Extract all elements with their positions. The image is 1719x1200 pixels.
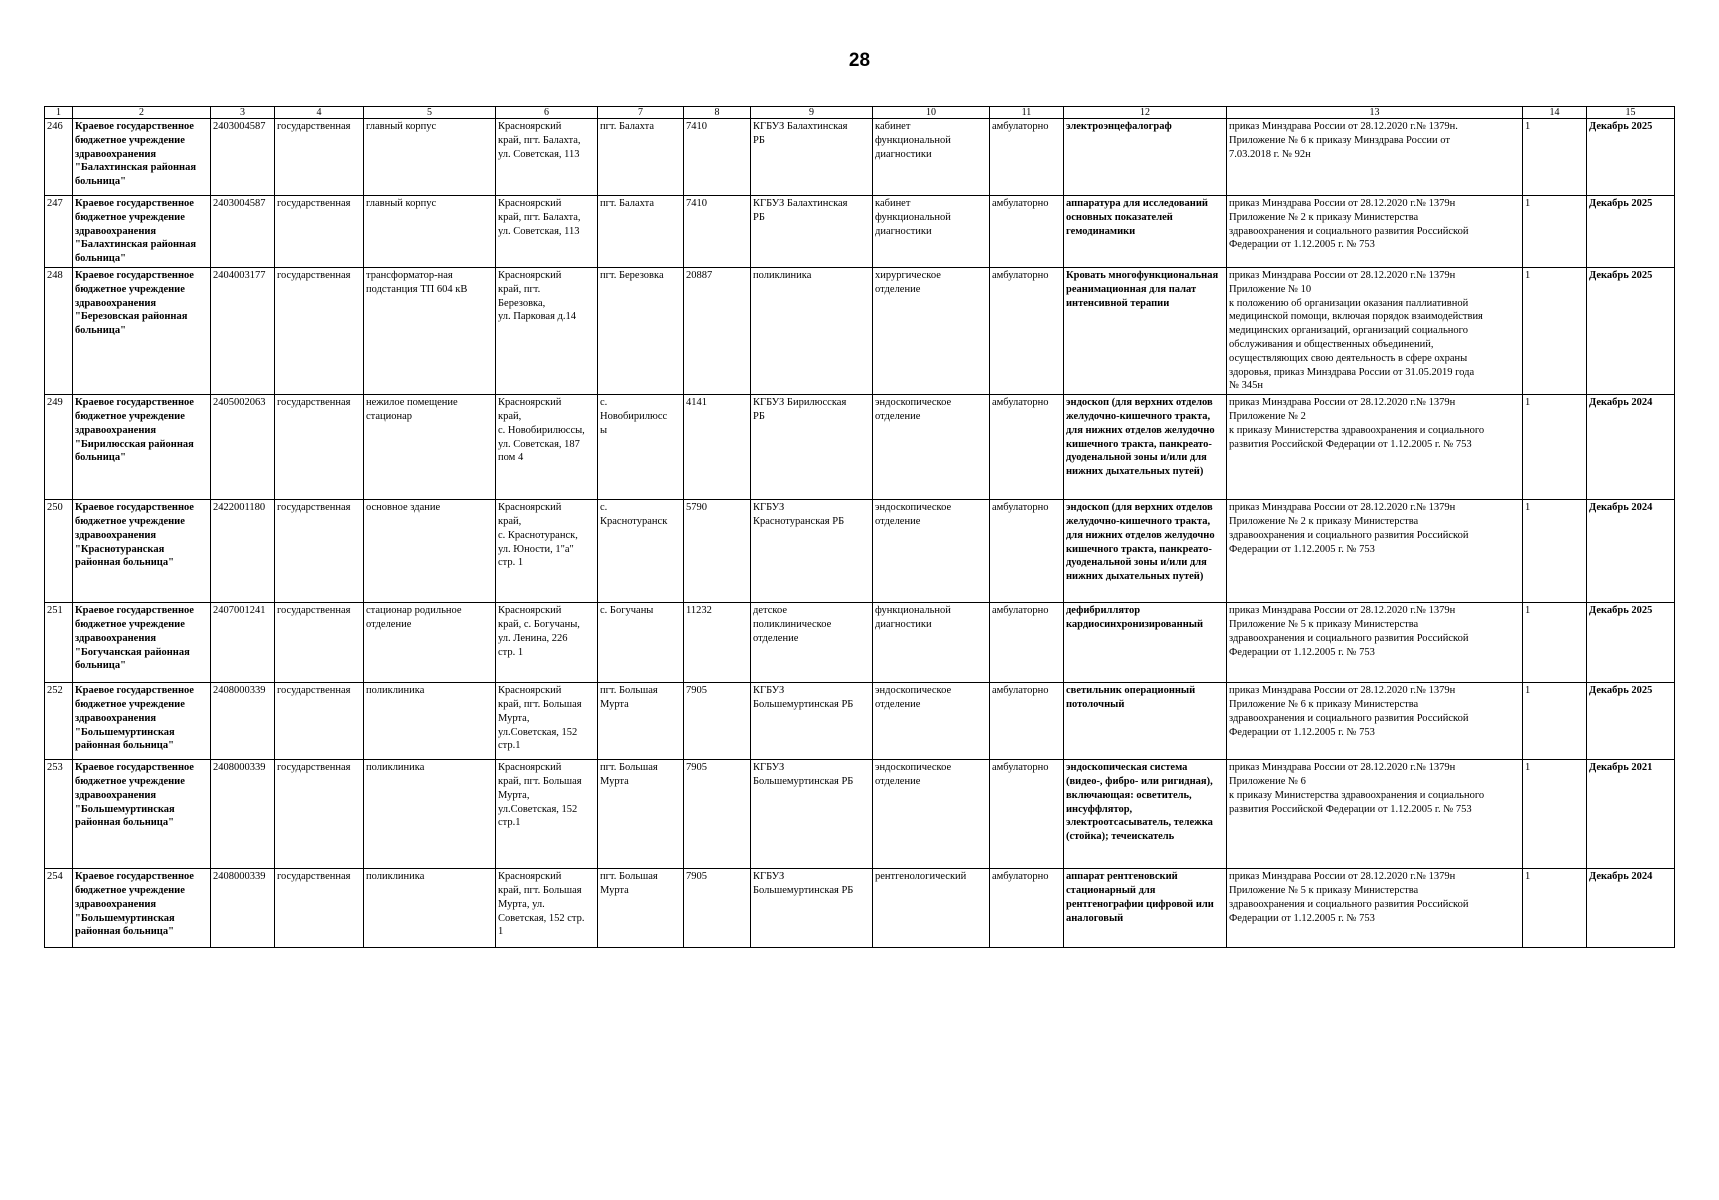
delivery-date-cell: [1587, 395, 1675, 500]
care-type-cell: [990, 603, 1064, 683]
column-number-row: [45, 107, 1675, 119]
ownership-form-cell: [275, 603, 364, 683]
equipment-name: дефибриллятор кардиосинхронизированный: [1066, 605, 1204, 630]
equipment-name-cell: [1064, 196, 1227, 268]
quantity-cell: [1523, 395, 1587, 500]
population: 5790: [686, 502, 707, 514]
quantity: 1: [1525, 198, 1531, 209]
equipment-name-cell: [1064, 603, 1227, 683]
page-number: 28: [848, 50, 871, 71]
legal-basis-cell: [1227, 683, 1523, 760]
equipment-name-cell: [1064, 683, 1227, 760]
population: 7410: [686, 121, 707, 132]
row-number-cell: [45, 196, 73, 268]
inn-code-cell: [211, 267, 275, 394]
subdivision-cell: [751, 869, 873, 948]
quantity: 1: [1525, 685, 1531, 697]
legal-basis-cell: [1227, 395, 1523, 500]
inn-code: 2404003177: [213, 269, 266, 281]
address-cell: [496, 760, 598, 869]
address: Красноярский край, с. Новобирилюссы, ул. Советская, 187 пом 4: [498, 397, 585, 464]
address: Красноярский край, пгт. Березовка, ул. Парковая д.14: [498, 269, 576, 323]
organization-name: Краевое государственное бюджетное учреждение здравоохранения "Бирилюсская районная больница": [75, 397, 194, 464]
care-type: амбулаторно: [992, 198, 1049, 209]
delivery-date-cell: [1587, 119, 1675, 196]
population-cell: [684, 683, 751, 760]
delivery-date: Декабрь 2025: [1589, 605, 1653, 617]
quantity: 1: [1525, 269, 1531, 281]
building-name: трансформатор-ная подстанция ТП 604 кВ: [366, 269, 468, 295]
care-type-cell: [990, 683, 1064, 760]
delivery-date-cell: [1587, 603, 1675, 683]
legal-basis-cell: [1227, 196, 1523, 268]
delivery-date-cell: [1587, 196, 1675, 268]
inn-code: 2422001180: [213, 502, 266, 514]
subdivision: КГБУЗ Большемуртинская РБ: [753, 762, 854, 787]
equipment-name-cell: [1064, 760, 1227, 869]
subdivision: КГБУЗ Балахтинская РБ: [753, 121, 848, 146]
ownership-form: государственная: [277, 121, 351, 132]
department-cell: [873, 869, 990, 948]
column-header-15: 15: [1587, 107, 1675, 119]
locality: с. Новобирилюсс ы: [600, 397, 668, 436]
row-number-cell: [45, 869, 73, 948]
legal-basis: приказ Минздрава России от 28.12.2020 г.№ 1379н Приложение № 5 к приказу Министерства здравоохранения и социального развития Российской Федерации от 1.12.2005 г. № 753: [1229, 605, 1469, 658]
equipment-name: светильник операционный потолочный: [1066, 685, 1196, 710]
building-name-cell: [364, 869, 496, 948]
row-number-cell: [45, 760, 73, 869]
legal-basis: приказ Минздрава России от 28.12.2020 г.№ 1379н Приложение № 10 к положению об организации оказания паллиативной медицинской помощи, включая порядок взаимодействия медицинских организаций, организаций социального обслуживания и общественных объединений, осуществляющих свою деятельность в сфере охраны здоровья, приказ Минздрава России от 31.05.2019 года № 345н: [1229, 269, 1483, 392]
subdivision-cell: [751, 603, 873, 683]
ownership-form-cell: [275, 395, 364, 500]
row-number-cell: [45, 603, 73, 683]
quantity-cell: [1523, 683, 1587, 760]
organization-name-cell: [73, 760, 211, 869]
row-number-cell: [45, 395, 73, 500]
locality-cell: [598, 119, 684, 196]
organization-name-cell: [73, 119, 211, 196]
delivery-date-cell: [1587, 760, 1675, 869]
organization-name: Краевое государственное бюджетное учреждение здравоохранения "Балахтинская районная больница": [75, 198, 197, 265]
care-type: амбулаторно: [992, 605, 1049, 617]
column-header-11: 11: [990, 107, 1064, 119]
department: кабинет функциональной диагностики: [875, 121, 951, 160]
care-type-cell: [990, 395, 1064, 500]
inn-code-cell: [211, 603, 275, 683]
quantity-cell: [1523, 760, 1587, 869]
address: Красноярский край, пгт. Большая Мурта, ул.Советская, 152 стр.1: [498, 685, 582, 752]
population-cell: [684, 760, 751, 869]
population-cell: [684, 196, 751, 268]
population-cell: [684, 267, 751, 394]
locality-cell: [598, 395, 684, 500]
organization-name-cell: [73, 500, 211, 603]
address: Красноярский край, пгт. Балахта, ул. Советская, 113: [498, 121, 581, 160]
population-cell: [684, 603, 751, 683]
column-header-13: 13: [1227, 107, 1523, 119]
table-row: [45, 196, 1675, 268]
ownership-form-cell: [275, 869, 364, 948]
building-name-cell: [364, 196, 496, 268]
inn-code: 2403004587: [213, 198, 266, 209]
row-number-cell: [45, 119, 73, 196]
locality: пгт. Березовка: [600, 269, 664, 281]
care-type: амбулаторно: [992, 502, 1049, 514]
organization-name: Краевое государственное бюджетное учреждение здравоохранения "Краснотуранская районная больница": [75, 502, 194, 569]
department: хирургическое отделение: [875, 269, 941, 295]
subdivision-cell: [751, 760, 873, 869]
equipment-name: аппарат рентгеновский стационарный для рентгенографии цифровой или аналоговый: [1066, 871, 1214, 924]
equipment-name-cell: [1064, 119, 1227, 196]
address-cell: [496, 395, 598, 500]
building-name: главный корпус: [366, 198, 437, 209]
building-name: стационар родильное отделение: [366, 605, 462, 630]
delivery-date: Декабрь 2024: [1589, 502, 1653, 514]
equipment-name-cell: [1064, 500, 1227, 603]
locality-cell: [598, 869, 684, 948]
quantity-cell: [1523, 603, 1587, 683]
care-type: амбулаторно: [992, 685, 1049, 697]
equipment-name-cell: [1064, 395, 1227, 500]
inn-code-cell: [211, 196, 275, 268]
subdivision: КГБУЗ Краснотуранская РБ: [753, 502, 845, 527]
locality: пгт. Балахта: [600, 198, 655, 209]
row-number-cell: [45, 683, 73, 760]
locality: пгт. Большая Мурта: [600, 871, 658, 896]
address-cell: [496, 119, 598, 196]
row-number: 253: [47, 762, 63, 774]
care-type: амбулаторно: [992, 269, 1049, 281]
legal-basis-cell: [1227, 267, 1523, 394]
legal-basis: приказ Минздрава России от 28.12.2020 г.№ 1379н Приложение № 5 к приказу Министерства здравоохранения и социального развития Российской Федерации от 1.12.2005 г. № 753: [1229, 871, 1469, 924]
care-type-cell: [990, 500, 1064, 603]
ownership-form: государственная: [277, 762, 351, 774]
care-type-cell: [990, 869, 1064, 948]
column-header-5: 5: [364, 107, 496, 119]
row-number: 246: [47, 121, 63, 132]
subdivision-cell: [751, 500, 873, 603]
delivery-date: Декабрь 2024: [1589, 871, 1653, 883]
quantity: 1: [1525, 762, 1531, 774]
column-header-7: 7: [598, 107, 684, 119]
equipment-register-table: [44, 106, 1675, 948]
column-header-14: 14: [1523, 107, 1587, 119]
building-name: основное здание: [366, 502, 441, 514]
row-number: 250: [47, 502, 63, 514]
care-type: амбулаторно: [992, 762, 1049, 774]
quantity-cell: [1523, 119, 1587, 196]
ownership-form-cell: [275, 267, 364, 394]
department-cell: [873, 760, 990, 869]
column-header-12: 12: [1064, 107, 1227, 119]
ownership-form-cell: [275, 196, 364, 268]
legal-basis-cell: [1227, 869, 1523, 948]
department-cell: [873, 603, 990, 683]
quantity: 1: [1525, 121, 1531, 132]
column-header-10: 10: [873, 107, 990, 119]
building-name-cell: [364, 603, 496, 683]
building-name-cell: [364, 119, 496, 196]
column-header-8: 8: [684, 107, 751, 119]
organization-name-cell: [73, 683, 211, 760]
population-cell: [684, 395, 751, 500]
table-row: [45, 500, 1675, 603]
legal-basis: приказ Минздрава России от 28.12.2020 г.№ 1379н Приложение № 6 к приказу Министерства здравоохранения и социального развития Российской Федерации от 1.12.2005 г. № 753: [1229, 685, 1469, 738]
department-cell: [873, 500, 990, 603]
inn-code-cell: [211, 500, 275, 603]
care-type-cell: [990, 119, 1064, 196]
row-number: 252: [47, 685, 63, 697]
organization-name: Краевое государственное бюджетное учреждение здравоохранения "Богучанская районная больница": [75, 605, 194, 672]
building-name: главный корпус: [366, 121, 437, 132]
locality: с. Краснотуранск: [600, 502, 668, 527]
delivery-date: Декабрь 2024: [1589, 397, 1653, 409]
column-header-2: 2: [73, 107, 211, 119]
organization-name-cell: [73, 869, 211, 948]
column-header-9: 9: [751, 107, 873, 119]
address-cell: [496, 683, 598, 760]
department: эндоскопическое отделение: [875, 502, 952, 527]
inn-code: 2405002063: [213, 397, 266, 409]
department: эндоскопическое отделение: [875, 685, 952, 710]
table-row: [45, 603, 1675, 683]
subdivision: КГБУЗ Бирилюсская РБ: [753, 397, 847, 422]
organization-name: Краевое государственное бюджетное учреждение здравоохранения "Березовская районная больница": [75, 269, 194, 337]
delivery-date-cell: [1587, 267, 1675, 394]
row-number: 254: [47, 871, 63, 883]
inn-code: 2408000339: [213, 762, 266, 774]
population: 7905: [686, 685, 707, 697]
quantity-cell: [1523, 500, 1587, 603]
inn-code-cell: [211, 760, 275, 869]
inn-code: 2403004587: [213, 121, 266, 132]
address: Красноярский край, с. Богучаны, ул. Ленина, 226 стр. 1: [498, 605, 580, 658]
table-row: [45, 869, 1675, 948]
row-number: 248: [47, 269, 63, 281]
row-number-cell: [45, 500, 73, 603]
address: Красноярский край, с. Краснотуранск, ул. Юности, 1"а" стр. 1: [498, 502, 578, 569]
address: Красноярский край, пгт. Большая Мурта, ул.Советская, 152 стр.1: [498, 762, 582, 829]
department: рентгенологический: [875, 871, 967, 883]
equipment-name-cell: [1064, 267, 1227, 394]
quantity: 1: [1525, 502, 1531, 514]
ownership-form: государственная: [277, 871, 351, 883]
inn-code-cell: [211, 395, 275, 500]
address-cell: [496, 267, 598, 394]
legal-basis: приказ Минздрава России от 28.12.2020 г.№ 1379н Приложение № 2 к приказу Министерства здравоохранения и социального развития Российской Федерации от 1.12.2005 г. № 753: [1229, 198, 1469, 251]
quantity: 1: [1525, 871, 1531, 883]
legal-basis: приказ Минздрава России от 28.12.2020 г.№ 1379н Приложение № 6 к приказу Министерства здравоохранения и социального развития Российской Федерации от 1.12.2005 г. № 753: [1229, 762, 1485, 815]
row-number: 249: [47, 397, 63, 409]
locality-cell: [598, 500, 684, 603]
organization-name-cell: [73, 267, 211, 394]
column-header-3: 3: [211, 107, 275, 119]
subdivision-cell: [751, 395, 873, 500]
population: 7905: [686, 871, 707, 883]
delivery-date: Декабрь 2025: [1589, 198, 1653, 209]
equipment-name: аппаратура для исследований основных показателей гемодинамики: [1066, 198, 1208, 237]
department: эндоскопическое отделение: [875, 397, 952, 422]
locality-cell: [598, 683, 684, 760]
ownership-form: государственная: [277, 397, 351, 409]
care-type: амбулаторно: [992, 121, 1049, 132]
locality-cell: [598, 603, 684, 683]
population-cell: [684, 869, 751, 948]
population-cell: [684, 119, 751, 196]
ownership-form: государственная: [277, 269, 351, 281]
row-number-cell: [45, 267, 73, 394]
building-name-cell: [364, 500, 496, 603]
subdivision-cell: [751, 196, 873, 268]
subdivision-cell: [751, 267, 873, 394]
delivery-date-cell: [1587, 869, 1675, 948]
quantity-cell: [1523, 869, 1587, 948]
column-header-6: 6: [496, 107, 598, 119]
building-name: поликлиника: [366, 762, 425, 774]
department: функциональной диагностики: [875, 605, 951, 630]
ownership-form-cell: [275, 119, 364, 196]
delivery-date: Декабрь 2025: [1589, 269, 1653, 281]
building-name-cell: [364, 267, 496, 394]
address-cell: [496, 196, 598, 268]
care-type-cell: [990, 196, 1064, 268]
locality-cell: [598, 196, 684, 268]
legal-basis: приказ Минздрава России от 28.12.2020 г.№ 1379н. Приложение № 6 к приказу Минздрава России от 7.03.2018 г. № 92н: [1229, 121, 1458, 160]
row-number: 247: [47, 198, 63, 209]
delivery-date-cell: [1587, 683, 1675, 760]
locality: пгт. Большая Мурта: [600, 762, 658, 787]
population-cell: [684, 500, 751, 603]
inn-code-cell: [211, 119, 275, 196]
delivery-date: Декабрь 2025: [1589, 685, 1653, 697]
legal-basis-cell: [1227, 119, 1523, 196]
population: 11232: [686, 605, 712, 617]
column-header-1: 1: [45, 107, 73, 119]
subdivision: КГБУЗ Балахтинская РБ: [753, 198, 848, 223]
row-number: 251: [47, 605, 63, 617]
department-cell: [873, 395, 990, 500]
care-type-cell: [990, 760, 1064, 869]
delivery-date-cell: [1587, 500, 1675, 603]
ownership-form: государственная: [277, 605, 351, 617]
quantity-cell: [1523, 196, 1587, 268]
locality: пгт. Балахта: [600, 121, 655, 132]
address-cell: [496, 869, 598, 948]
organization-name: Краевое государственное бюджетное учреждение здравоохранения "Большемуртинская районная больница": [75, 762, 194, 829]
building-name-cell: [364, 760, 496, 869]
ownership-form: государственная: [277, 198, 351, 209]
building-name-cell: [364, 395, 496, 500]
quantity: 1: [1525, 397, 1531, 409]
equipment-name: эндоскоп (для верхних отделов желудочно-кишечного тракта, для нижних отделов желудочно кишечного тракта, панкреато- дуоденальной зоны и/или для нижних дыхательных путей): [1066, 397, 1215, 478]
address-cell: [496, 500, 598, 603]
population: 7905: [686, 762, 707, 774]
table-row: [45, 119, 1675, 196]
locality-cell: [598, 760, 684, 869]
quantity: 1: [1525, 605, 1531, 617]
ownership-form: государственная: [277, 502, 351, 514]
inn-code-cell: [211, 683, 275, 760]
organization-name-cell: [73, 395, 211, 500]
address: Красноярский край, пгт. Балахта, ул. Советская, 113: [498, 198, 581, 237]
legal-basis-cell: [1227, 500, 1523, 603]
table-row: [45, 267, 1675, 394]
organization-name-cell: [73, 196, 211, 268]
delivery-date: Декабрь 2021: [1589, 762, 1653, 774]
legal-basis: приказ Минздрава России от 28.12.2020 г.№ 1379н Приложение № 2 к приказу Министерства здравоохранения и социального развития Российской Федерации от 1.12.2005 г. № 753: [1229, 397, 1485, 450]
building-name: поликлиника: [366, 871, 425, 883]
department-cell: [873, 119, 990, 196]
equipment-name: электроэнцефалограф: [1066, 121, 1172, 132]
subdivision: КГБУЗ Большемуртинская РБ: [753, 871, 854, 896]
delivery-date: Декабрь 2025: [1589, 121, 1653, 132]
address: Красноярский край, пгт. Большая Мурта, ул. Советская, 152 стр. 1: [498, 871, 585, 938]
subdivision: поликлиника: [753, 269, 812, 281]
quantity-cell: [1523, 267, 1587, 394]
population: 4141: [686, 397, 707, 409]
inn-code: 2407001241: [213, 605, 266, 617]
locality: с. Богучаны: [600, 605, 654, 617]
care-type-cell: [990, 267, 1064, 394]
organization-name: Краевое государственное бюджетное учреждение здравоохранения "Большемуртинская районная больница": [75, 685, 194, 752]
column-header-4: 4: [275, 107, 364, 119]
building-name-cell: [364, 683, 496, 760]
subdivision: детское поликлиническое отделение: [753, 605, 832, 644]
ownership-form-cell: [275, 500, 364, 603]
department: кабинет функциональной диагностики: [875, 198, 951, 237]
department-cell: [873, 196, 990, 268]
population: 20887: [686, 269, 713, 281]
legal-basis-cell: [1227, 603, 1523, 683]
equipment-name-cell: [1064, 869, 1227, 948]
care-type: амбулаторно: [992, 871, 1049, 883]
organization-name: Краевое государственное бюджетное учреждение здравоохранения "Большемуртинская районная больница": [75, 871, 194, 938]
department: эндоскопическое отделение: [875, 762, 952, 787]
population: 7410: [686, 198, 707, 209]
equipment-name: эндоскоп (для верхних отделов желудочно-кишечного тракта, для нижних отделов желудочно кишечного тракта, панкреато- дуоденальной зоны и/или для нижних дыхательных путей): [1066, 502, 1215, 583]
organization-name: Краевое государственное бюджетное учреждение здравоохранения "Балахтинская районная больница": [75, 121, 197, 188]
table-row: [45, 760, 1675, 869]
subdivision-cell: [751, 683, 873, 760]
ownership-form: государственная: [277, 685, 351, 697]
ownership-form-cell: [275, 683, 364, 760]
subdivision-cell: [751, 119, 873, 196]
inn-code-cell: [211, 869, 275, 948]
locality-cell: [598, 267, 684, 394]
inn-code: 2408000339: [213, 685, 266, 697]
organization-name-cell: [73, 603, 211, 683]
table-row: [45, 683, 1675, 760]
legal-basis: приказ Минздрава России от 28.12.2020 г.№ 1379н Приложение № 2 к приказу Министерства здравоохранения и социального развития Российской Федерации от 1.12.2005 г. № 753: [1229, 502, 1469, 555]
building-name: нежилое помещение стационар: [366, 397, 458, 422]
table-row: [45, 395, 1675, 500]
ownership-form-cell: [275, 760, 364, 869]
inn-code: 2408000339: [213, 871, 266, 883]
building-name: поликлиника: [366, 685, 425, 697]
department-cell: [873, 683, 990, 760]
address-cell: [496, 603, 598, 683]
equipment-name: эндоскопическая система (видео-, фибро- или ригидная), включающая: осветитель, инсуффлятор, электроотсасыватель, тележка (стойка); течеискатель: [1066, 762, 1213, 843]
legal-basis-cell: [1227, 760, 1523, 869]
equipment-name: Кровать многофункциональная реанимационная для палат интенсивной терапии: [1066, 269, 1219, 309]
care-type: амбулаторно: [992, 397, 1049, 409]
department-cell: [873, 267, 990, 394]
locality: пгт. Большая Мурта: [600, 685, 658, 710]
table-body: [45, 119, 1675, 948]
subdivision: КГБУЗ Большемуртинская РБ: [753, 685, 854, 710]
